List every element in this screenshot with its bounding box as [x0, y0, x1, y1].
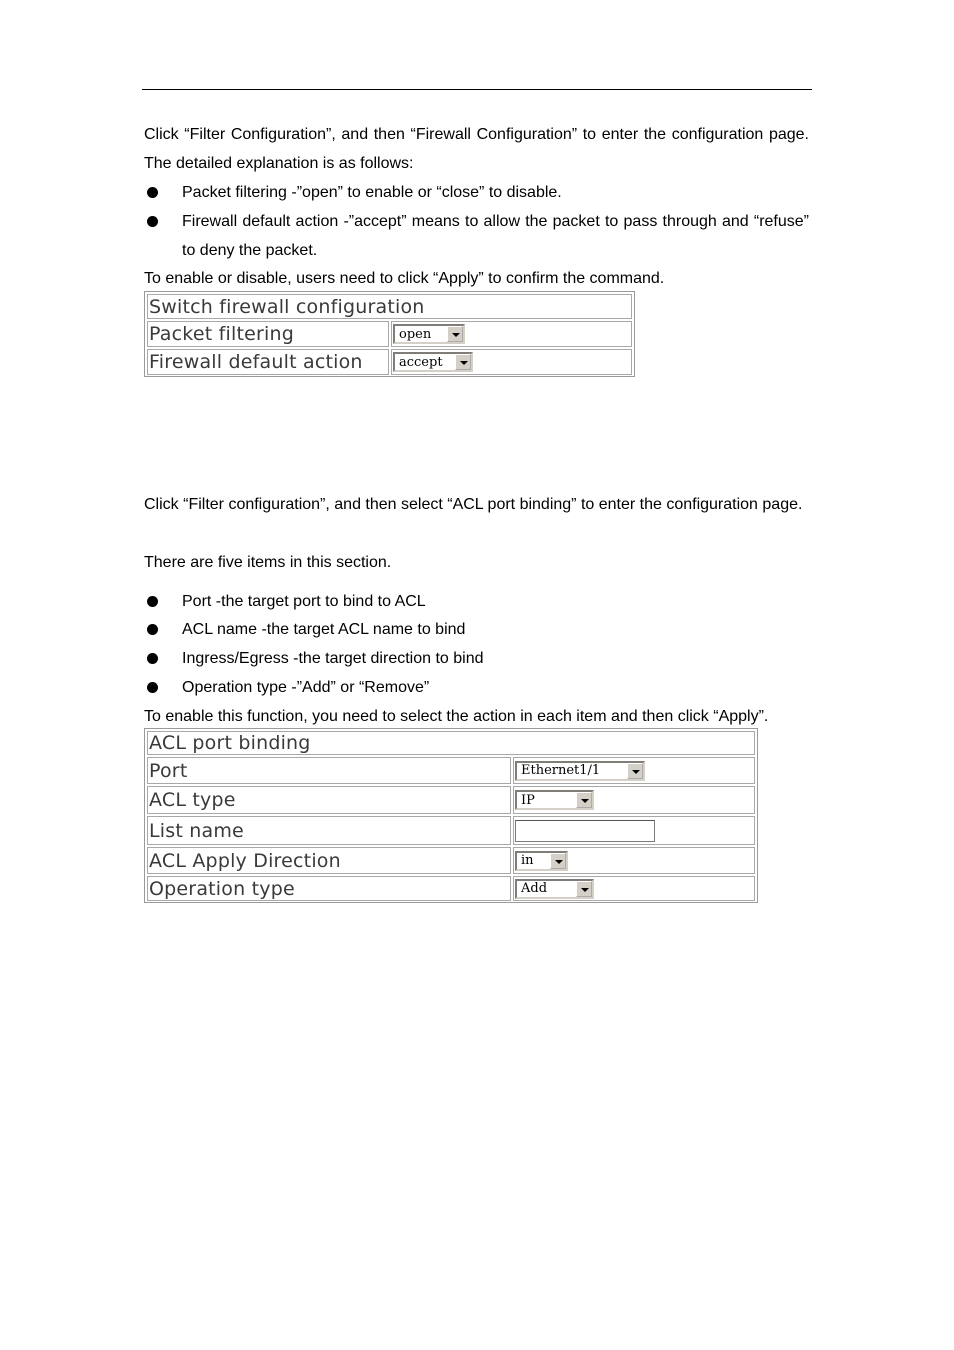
value-cell	[513, 786, 755, 814]
bullet-icon	[147, 596, 158, 607]
value-cell	[513, 816, 755, 845]
value-cell	[391, 349, 632, 375]
bullet-text: Port -the target port to bind to ACL	[182, 593, 426, 610]
dropdown-arrow-icon[interactable]	[627, 763, 643, 779]
bullet-icon	[147, 653, 158, 664]
row-label: Packet filtering	[149, 323, 294, 345]
table-row	[147, 816, 755, 845]
table-row	[147, 757, 755, 784]
select-value: in	[521, 853, 534, 868]
row-label: Port	[149, 759, 188, 782]
dropdown-arrow-icon[interactable]	[447, 326, 463, 342]
value-cell	[391, 321, 632, 347]
select-value: IP	[521, 792, 535, 808]
bullet-text: Firewall default action -”accept” means to allow the packet to pass through and “refuse” to deny the packet.	[182, 213, 809, 259]
select-value: open	[399, 326, 432, 342]
row-label: ACL Apply Direction	[149, 849, 341, 872]
table-title-row	[147, 294, 632, 319]
header-rule	[142, 89, 812, 90]
dropdown-arrow-icon[interactable]	[576, 792, 592, 808]
table-row	[147, 349, 632, 375]
list-name-input[interactable]	[515, 820, 655, 842]
table-row	[147, 321, 632, 347]
table-title-cell	[147, 294, 632, 319]
row-label: ACL type	[149, 789, 236, 811]
acl-count-note: There are five items in this section.	[144, 554, 392, 571]
label-cell	[147, 757, 511, 784]
packet-filtering-select[interactable]	[393, 324, 465, 344]
table-title-cell	[147, 731, 755, 755]
table-row	[147, 876, 755, 901]
acl-port-binding-table	[144, 728, 758, 903]
select-value: Ethernet1/1	[521, 763, 601, 778]
row-label: Firewall default action	[149, 351, 363, 373]
value-cell	[513, 757, 755, 784]
bullet-icon	[147, 624, 158, 635]
bullet-icon	[147, 682, 158, 693]
row-label: List name	[149, 819, 244, 842]
port-select[interactable]	[515, 761, 645, 781]
table-row	[147, 786, 755, 814]
table-title: ACL port binding	[149, 732, 311, 754]
label-cell	[147, 816, 511, 845]
firewall-config-table	[144, 291, 635, 377]
table-row	[147, 847, 755, 874]
dropdown-arrow-icon[interactable]	[576, 881, 592, 897]
firewall-default-action-select[interactable]	[393, 352, 473, 372]
label-cell	[147, 876, 511, 901]
label-cell	[147, 786, 511, 814]
acl-apply-direction-select[interactable]	[515, 851, 568, 871]
bullet-text: Operation type -”Add” or “Remove”	[182, 679, 430, 696]
label-cell	[147, 349, 389, 375]
acl-intro-text: Click “Filter configuration”, and then select “ACL port binding” to enter the configuration page.	[144, 496, 803, 513]
value-cell	[513, 847, 755, 874]
select-value: accept	[399, 354, 443, 370]
bullet-text: Ingress/Egress -the target direction to bind	[182, 650, 484, 667]
label-cell	[147, 847, 511, 874]
operation-type-select[interactable]	[515, 879, 594, 899]
row-label: Operation type	[149, 877, 295, 900]
table-title: Switch firewall configuration	[149, 295, 425, 318]
bullet-text: Packet filtering -”open” to enable or “close” to disable.	[182, 184, 562, 201]
acl-outro-text: To enable this function, you need to select the action in each item and then click “Apply”.	[144, 708, 769, 725]
bullet-text: ACL name -the target ACL name to bind	[182, 621, 466, 638]
dropdown-arrow-icon[interactable]	[455, 354, 471, 370]
acl-type-select[interactable]	[515, 790, 594, 810]
table-title-row	[147, 731, 755, 755]
firewall-outro-text: To enable or disable, users need to click “Apply” to confirm the command.	[144, 270, 665, 287]
firewall-intro-text: Click “Filter Configuration”, and then “Firewall Configuration” to enter the configuration page. The detailed explanation is as follows:	[144, 126, 809, 172]
bullet-icon	[147, 216, 158, 227]
label-cell	[147, 321, 389, 347]
value-cell	[513, 876, 755, 901]
dropdown-arrow-icon[interactable]	[550, 853, 566, 869]
select-value: Add	[521, 881, 548, 896]
bullet-icon	[147, 187, 158, 198]
